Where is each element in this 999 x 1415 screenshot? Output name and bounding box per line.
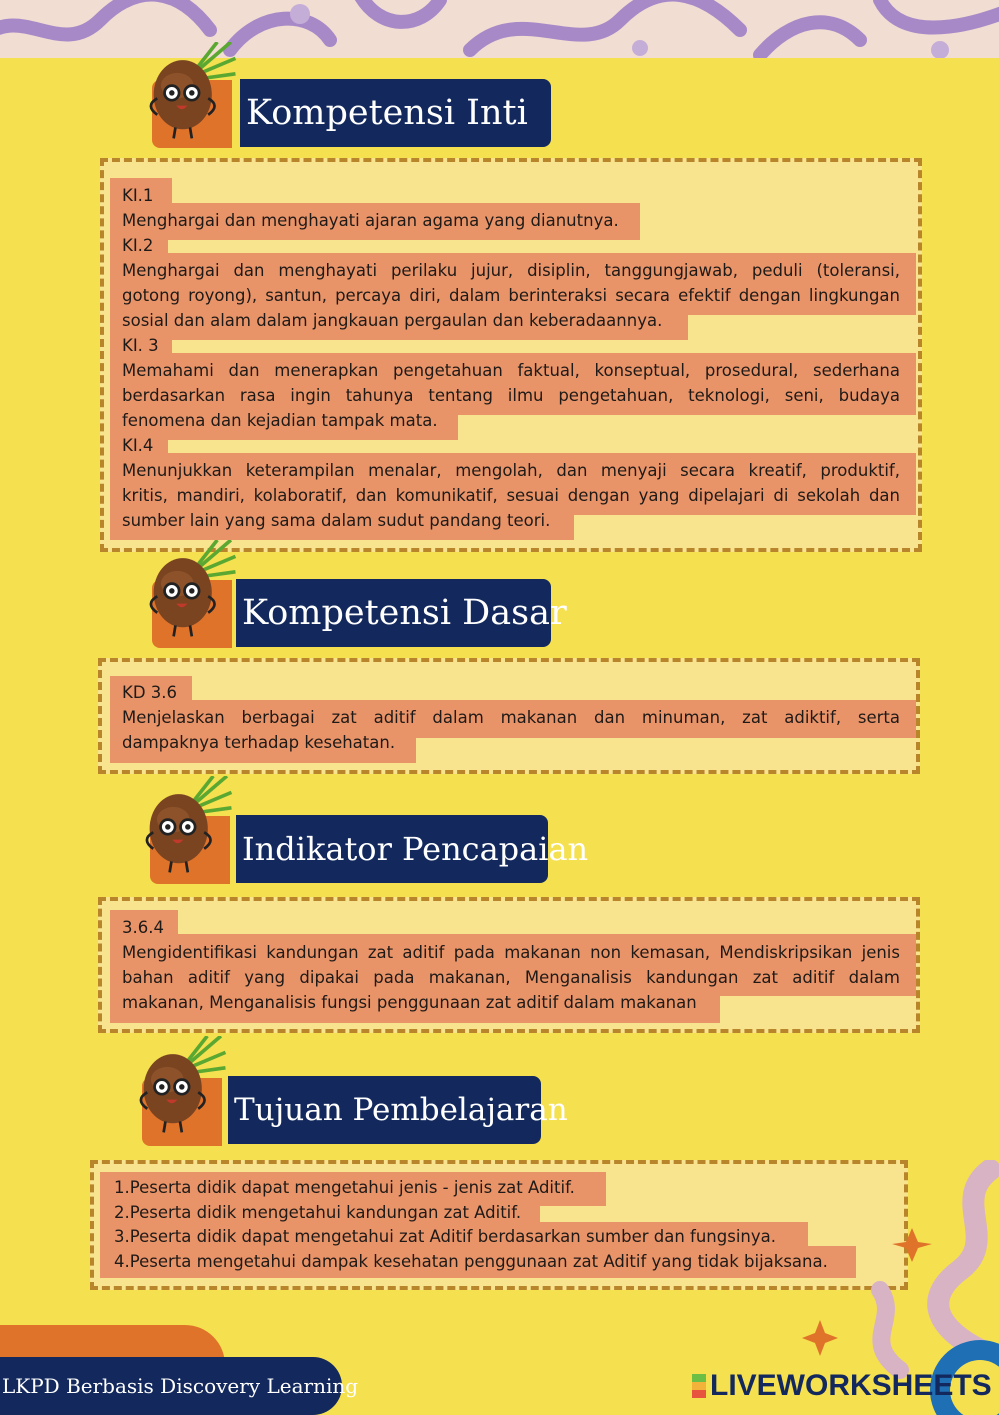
section-title-kompetensi-dasar xyxy=(236,579,567,647)
ki4-label: KI.4 xyxy=(122,436,154,455)
section-title-tujuan-pembelajaran xyxy=(228,1076,568,1144)
ki1-label: KI.1 xyxy=(122,186,154,205)
objective-item: 3.Peserta didik dapat mengetahui zat Aditif berdasarkan sumber dan fungsinya. xyxy=(114,1227,776,1246)
objective-item: 4.Peserta mengetahui dampak kesehatan penggunaan zat Aditif yang tidak bijaksana. xyxy=(114,1252,828,1271)
ki2-line: Menghargai dan menghayati perilaku jujur, disiplin, tanggungjawab, peduli (toleransi, xyxy=(122,261,900,280)
ip-label: 3.6.4 xyxy=(122,918,164,937)
section-title-text: Indikator Pencapaian xyxy=(242,830,589,868)
ki4-line: kritis, mandiri, kolaboratif, dan komunikatif, sesuai dengan yang dipelajari di sekolah dan xyxy=(122,486,900,505)
kd-line: dampaknya terhadap kesehatan. xyxy=(122,733,396,752)
section-title-kompetensi-inti xyxy=(240,79,551,147)
ki3-line: berdasarkan rasa ingin tahunya tentang ilmu pengetahuan, teknologi, seni, budaya xyxy=(122,386,900,405)
section-title-text: Kompetensi Dasar xyxy=(242,593,567,633)
ki1-text: Menghargai dan menghayati ajaran agama yang dianutnya. xyxy=(122,211,619,230)
footer-label-text: LKPD Berbasis Discovery Learning xyxy=(2,1374,359,1398)
sparkle-icon xyxy=(800,1318,840,1358)
ki3-line: fenomena dan kejadian tampak mata. xyxy=(122,411,438,430)
ip-line: Mengidentifikasi kandungan zat aditif pada makanan non kemasan, Mendiskripsikan jenis xyxy=(122,943,900,962)
ki3-label: KI. 3 xyxy=(122,336,159,355)
ki2-line: sosial dan alam dalam jangkauan pergaulan dan keberadaannya. xyxy=(122,311,663,330)
ki4-line: sumber lain yang sama dalam sudut pandang teori. xyxy=(122,511,551,530)
kd-line: Menjelaskan berbagai zat aditif dalam makanan dan minuman, zat adiktif, serta xyxy=(122,708,900,727)
objective-item: 2.Peserta didik mengetahui kandungan zat Aditif. xyxy=(114,1203,522,1222)
ki3-line: Memahami dan menerapkan pengetahuan faktual, konseptual, prosedural, sederhana xyxy=(122,361,900,380)
footer-label xyxy=(0,1357,359,1415)
liveworksheets-logo-icon xyxy=(692,1374,706,1398)
objective-item: 1.Peserta didik dapat mengetahui jenis - jenis zat Aditif. xyxy=(114,1178,575,1197)
ip-line: makanan, Menganalisis fungsi penggunaan zat aditif dalam makanan xyxy=(122,993,697,1012)
section-title-text: Kompetensi Inti xyxy=(246,93,528,133)
coconut-mascot-icon xyxy=(136,776,236,876)
ki2-line: gotong royong), santun, percaya diri, dalam berinteraksi secara efektif dengan lingkungan xyxy=(122,286,900,305)
section-title-indikator-pencapaian xyxy=(236,815,589,883)
ip-line: bahan aditif yang dipakai pada makanan, Menganalisis kandungan zat aditif dalam xyxy=(122,968,900,987)
coconut-mascot-icon xyxy=(140,42,240,142)
coconut-mascot-icon xyxy=(130,1036,230,1136)
liveworksheets-logo-text: LIVEWORKSHEETS xyxy=(710,1369,992,1402)
section-title-text: Tujuan Pembelajaran xyxy=(234,1092,568,1128)
liveworksheets-logo xyxy=(692,1368,992,1404)
ki4-line: Menunjukkan keterampilan menalar, mengolah, dan menyaji secara kreatif, produktif, xyxy=(122,461,900,480)
ki2-label: KI.2 xyxy=(122,236,154,255)
kd-label: KD 3.6 xyxy=(122,683,178,702)
coconut-mascot-icon xyxy=(140,540,240,640)
